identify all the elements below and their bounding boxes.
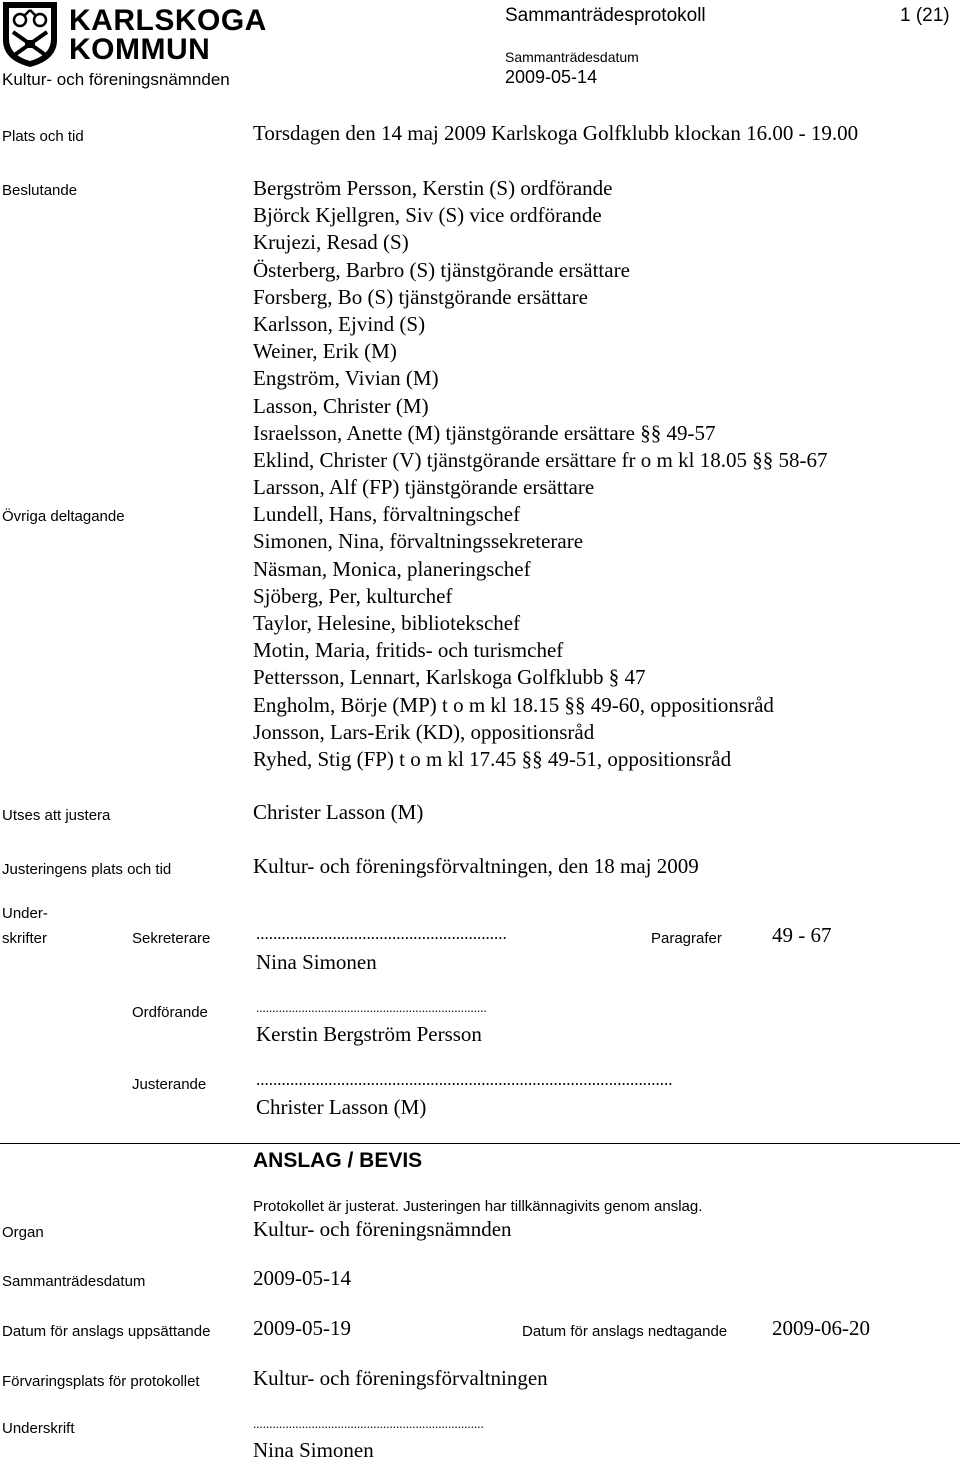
place-and-time-label: Plats och tid — [2, 128, 84, 145]
secretary-name: Nina Simonen — [256, 950, 377, 974]
chair-label: Ordförande — [132, 1004, 208, 1021]
storage-label: Förvaringsplats för protokollet — [2, 1373, 200, 1390]
signature-label: Underskrift — [2, 1420, 75, 1437]
attendee-item: Eklind, Christer (V) tjänstgörande ersättare fr o m kl 18.05 §§ 58-67 — [253, 447, 828, 472]
other-participants-label: Övriga deltagande — [2, 508, 125, 525]
meeting-date-label: Sammanträdesdatum — [505, 49, 639, 65]
adjuster-label: Justerande — [132, 1076, 207, 1093]
attendee-item: Israelsson, Anette (M) tjänstgörande ersättare §§ 49-57 — [253, 420, 716, 445]
organ-value: Kultur- och föreningsnämnden — [253, 1217, 512, 1241]
adjustment-place-label: Justeringens plats och tid — [2, 861, 172, 878]
adjuster-appointed-value: Christer Lasson (M) — [253, 800, 424, 824]
attendee-item: Österberg, Barbro (S) tjänstgörande ersättare — [253, 257, 630, 282]
attendee-item: Näsman, Monica, planeringschef — [253, 556, 531, 581]
attendee-item: Bergström Persson, Kerstin (S) ordförande — [253, 176, 613, 200]
organ-label: Organ — [2, 1224, 44, 1241]
attendee-item: Forsberg, Bo (S) tjänstgörande ersättare — [253, 284, 588, 309]
adjuster-appointed-label: Utses att justera — [2, 807, 111, 824]
paragraphs-label: Paragrafer — [651, 930, 722, 947]
secretary-label: Sekreterare — [132, 930, 211, 947]
attendee-item: Motin, Maria, fritids- och turismchef — [253, 638, 564, 663]
attendee-item: Sjöberg, Per, kulturchef — [253, 583, 453, 608]
chair-signature-line: ....................................................................... — [256, 1000, 487, 1015]
place-and-time-value: Torsdagen den 14 maj 2009 Karlskoga Golfklubb klockan 16.00 - 19.00 — [253, 121, 859, 145]
secretary-signature-line: ........................................................... — [256, 924, 507, 943]
chair-name: Kerstin Bergström Persson — [256, 1022, 482, 1046]
attendee-item: Engström, Vivian (M) — [253, 366, 439, 391]
attendee-item: Engholm, Börje (MP) t o m kl 18.15 §§ 49-60, oppositionsråd — [253, 692, 774, 717]
decision-makers-label: Beslutande — [2, 182, 78, 199]
logo-text-line1: KARLSKOGA — [69, 4, 267, 37]
document-type: Sammanträdesprotokoll — [505, 5, 706, 26]
signature-line: ....................................................................... — [253, 1416, 484, 1431]
attendee-item: Weiner, Erik (M) — [253, 339, 397, 364]
paragraphs-value: 49 - 67 — [772, 923, 832, 947]
removed-date-value: 2009-06-20 — [772, 1316, 870, 1340]
attendee-item: Krujezi, Resad (S) — [253, 230, 409, 255]
meeting-date: 2009-05-14 — [505, 67, 598, 87]
attendee-item: Taylor, Helesine, bibliotekschef — [253, 611, 521, 635]
notice-meeting-date-label: Sammanträdesdatum — [2, 1273, 146, 1290]
attendee-item: Larsson, Alf (FP) tjänstgörande ersättare — [253, 475, 595, 500]
storage-value: Kultur- och föreningsförvaltningen — [253, 1366, 548, 1390]
notice-title: ANSLAG / BEVIS — [253, 1149, 423, 1172]
posted-date-label: Datum för anslags uppsättande — [2, 1323, 211, 1340]
signatures-label-line2: skrifter — [2, 930, 47, 947]
attendee-item: Simonen, Nina, förvaltningssekreterare — [253, 529, 584, 554]
attendee-item: Jonsson, Lars-Erik (KD), oppositionsråd — [253, 719, 595, 744]
removed-date-label: Datum för anslags nedtagande — [522, 1323, 728, 1340]
attendee-item: Pettersson, Lennart, Karlskoga Golfklubb § 47 — [253, 665, 646, 690]
notice-meeting-date-value: 2009-05-14 — [253, 1266, 351, 1290]
attendee-item: Lasson, Christer (M) — [253, 393, 429, 418]
committee-name: Kultur- och föreningsnämnden — [2, 70, 230, 89]
adjuster-signature-line: .................................................................................................. — [256, 1070, 673, 1089]
attendee-item: Ryhed, Stig (FP) t o m kl 17.45 §§ 49-51, oppositionsråd — [253, 746, 732, 771]
attendee-item: Karlsson, Ejvind (S) — [253, 311, 426, 336]
section-divider — [0, 1143, 960, 1144]
attendee-item: Björck Kjellgren, Siv (S) vice ordförande — [253, 203, 602, 228]
posted-date-value: 2009-05-19 — [253, 1316, 351, 1340]
adjuster-name: Christer Lasson (M) — [256, 1095, 427, 1119]
page-number: 1 (21) — [900, 5, 950, 26]
signature-name: Nina Simonen — [253, 1438, 374, 1462]
logo-text-line2: KOMMUN — [69, 33, 211, 66]
signatures-label-line1: Under- — [2, 905, 48, 922]
municipality-crest-icon — [0, 0, 60, 68]
notice-text: Protokollet är justerat. Justeringen har tillkännagivits genom anslag. — [253, 1198, 703, 1215]
attendee-item: Lundell, Hans, förvaltningschef — [253, 502, 521, 527]
adjustment-place-value: Kultur- och föreningsförvaltningen, den 18 maj 2009 — [253, 854, 699, 878]
attendee-list — [253, 175, 827, 773]
